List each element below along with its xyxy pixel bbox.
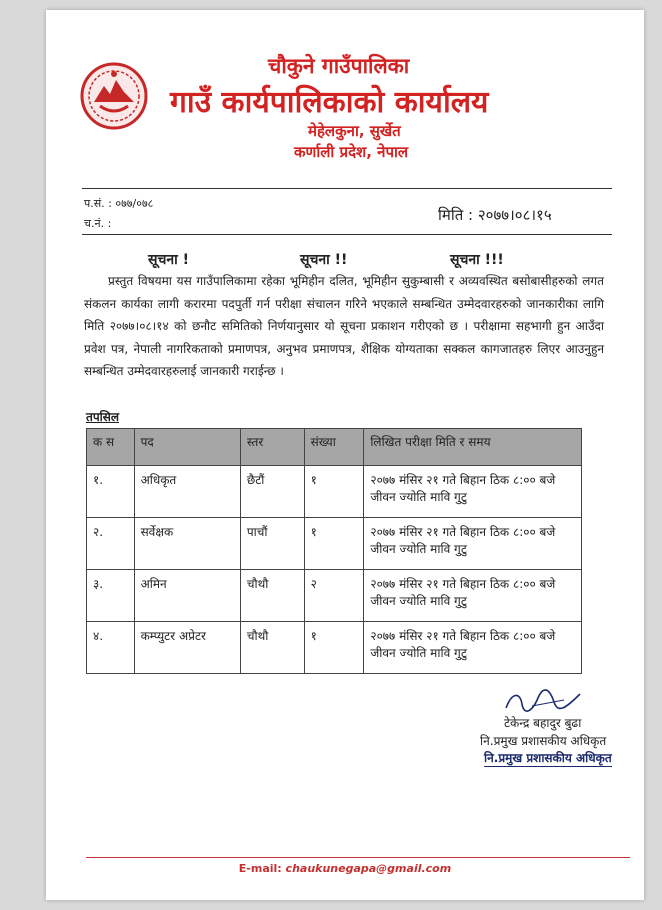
cell-count: १	[304, 466, 364, 518]
cell-level: छैटौं	[240, 466, 304, 518]
official-stamp: नि.प्रमुख प्रशासकीय अधिकृत	[484, 751, 612, 765]
footer-email	[46, 862, 644, 875]
cell-exam-datetime: २०७७ मंसिर २१ गते बिहान ठिक ८:०० बजे जीवन ज्योति मावि गुटु	[364, 570, 582, 622]
signatory-title: नि.प्रमुख प्रशासकीय अधिकृत	[480, 734, 607, 748]
cell-serial: २.	[87, 518, 135, 570]
handwritten-signature	[502, 686, 584, 716]
notice-heading-3: सूचना !!!	[450, 252, 504, 268]
notice-page	[46, 10, 644, 900]
header-exam-datetime: लिखित परीक्षा मिति र समय	[364, 429, 582, 466]
header-level: स्तर	[240, 429, 304, 466]
cell-level: चौथौ	[240, 570, 304, 622]
header-serial: क स	[87, 429, 135, 466]
province-country: कर्णाली प्रदेश, नेपाल	[294, 143, 409, 161]
cell-count: २	[304, 570, 364, 622]
email-address: chaukunegapa@gmail.com	[285, 862, 452, 875]
municipality-name: चौकुने गाउँपालिका	[268, 54, 410, 78]
office-name: गाउँ कार्यपालिकाको कार्यालय	[170, 85, 489, 120]
cell-serial: ४.	[87, 622, 135, 674]
cell-level: चौथौ	[240, 622, 304, 674]
header-divider-top	[82, 188, 612, 189]
cell-post: अमिन	[134, 570, 240, 622]
header-count: संख्या	[304, 429, 364, 466]
notice-heading-2: सूचना !!	[300, 252, 348, 268]
header-divider-bottom	[82, 234, 612, 235]
notice-heading-1: सूचना !	[148, 252, 190, 268]
cell-exam-datetime: २०७७ मंसिर २१ गते बिहान ठिक ८:०० बजे जीवन ज्योति मावि गुटु	[364, 466, 582, 518]
cell-post: सर्वेक्षक	[134, 518, 240, 570]
cell-exam-datetime: २०७७ मंसिर २१ गते बिहान ठिक ८:०० बजे जीवन ज्योति मावि गुटु	[364, 622, 582, 674]
cell-count: १	[304, 518, 364, 570]
cell-count: १	[304, 622, 364, 674]
notice-body: प्रस्तुत विषयमा यस गाउँपालिकामा रहेका भूमिहीन दलित, भूमिहीन सुकुम्बासी र अव्यवस्थित बसोबासीहरुको लगत संकलन कार्यका लागी करारमा पदपुर्ती गर्न परीक्षा संचालन गरिने भएकाले सम्बन्धित उम्मेदवारहरुको जानकारीका लागि मिति २०७७।०८।१४ को छनौट समितिको निर्णयानुसार यो सूचना प्रकाशन गरीएको छ । परीक्षामा सहभागी हुन आउँदा प्रवेश पत्र, नेपाली नागरिकताको प्रमाणपत्र, अनुभव प्रमाणपत्र, शैक्षिक योग्यताका सक्कल कागजातहरु लिएर आउनुहुन सम्बन्धित उम्मेदवारहरुलाई जानकारी गराईन्छ ।	[84, 274, 604, 378]
cell-exam-datetime: २०७७ मंसिर २१ गते बिहान ठिक ८:०० बजे जीवन ज्योति मावि गुटु	[364, 518, 582, 570]
table-row	[87, 466, 582, 518]
notice-date: मिति : २०७७।०८।१५	[438, 206, 552, 224]
table-row	[87, 518, 582, 570]
cell-post: कम्प्युटर अप्रेटर	[134, 622, 240, 674]
table-row	[87, 570, 582, 622]
dispatch-number: च.नं. :	[84, 217, 112, 230]
table-row	[87, 622, 582, 674]
nepal-emblem-icon	[80, 62, 148, 130]
exam-schedule-table	[86, 428, 582, 674]
email-label: E-mail:	[238, 862, 282, 875]
reference-number: प.सं. : ०७७/०७८	[84, 197, 154, 210]
cell-serial: १.	[87, 466, 135, 518]
details-title: तपसिल	[86, 410, 120, 424]
cell-level: पाचौं	[240, 518, 304, 570]
signatory-name: टेकेन्द्र बहादुर बुढा	[504, 716, 582, 730]
office-location: मेहेलकुना, सुर्खेत	[308, 122, 401, 140]
header-post: पद	[134, 429, 240, 466]
table-header-row	[87, 429, 582, 466]
footer-divider	[86, 857, 630, 858]
cell-post: अधिकृत	[134, 466, 240, 518]
cell-serial: ३.	[87, 570, 135, 622]
